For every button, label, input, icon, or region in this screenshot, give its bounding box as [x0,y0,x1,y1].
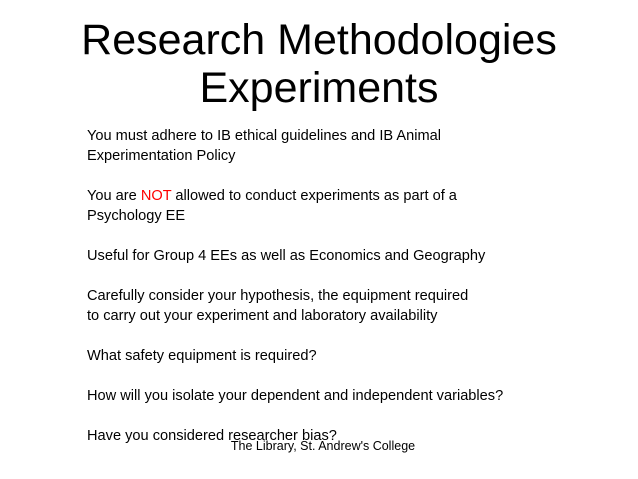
bullet-variables-line-1: How will you isolate your dependent and independent variables? [87,388,504,404]
bullet-ethics [87,126,627,166]
slide-body [87,126,627,446]
bullet-psychology-line-2: Psychology EE [87,208,186,224]
slide-title-line-1: Research Methodologies [81,16,557,64]
bullet-hypothesis-line-2: to carry out your experiment and laboratory availability [87,308,438,324]
slide-title-line-2: Experiments [199,64,439,112]
bullet-psychology-line-1 [87,186,627,206]
bullet-psychology-emphasis: NOT [140,188,172,204]
bullet-psychology-suffix: allowed to conduct experiments as part of a [171,188,457,204]
bullet-psychology [87,186,627,226]
bullet-variables [87,386,627,406]
bullet-safety-line-1: What safety equipment is required? [87,348,317,364]
bullet-psychology-prefix: You are [87,188,141,204]
slide-footer: The Library, St. Andrew's College [230,439,416,453]
bullet-group4 [87,246,627,266]
bullet-group4-line-1: Useful for Group 4 EEs as well as Economics and Geography [87,248,486,264]
bullet-ethics-line-1: You must adhere to IB ethical guidelines and IB Animal [87,128,441,144]
bullet-ethics-line-2: Experimentation Policy [87,148,236,164]
bullet-bias-line-1: Have you considered researcher bias? [87,428,337,444]
bullet-hypothesis-line-1: Carefully consider your hypothesis, the equipment required [87,288,469,304]
bullet-safety [87,346,627,366]
bullet-hypothesis [87,286,627,326]
